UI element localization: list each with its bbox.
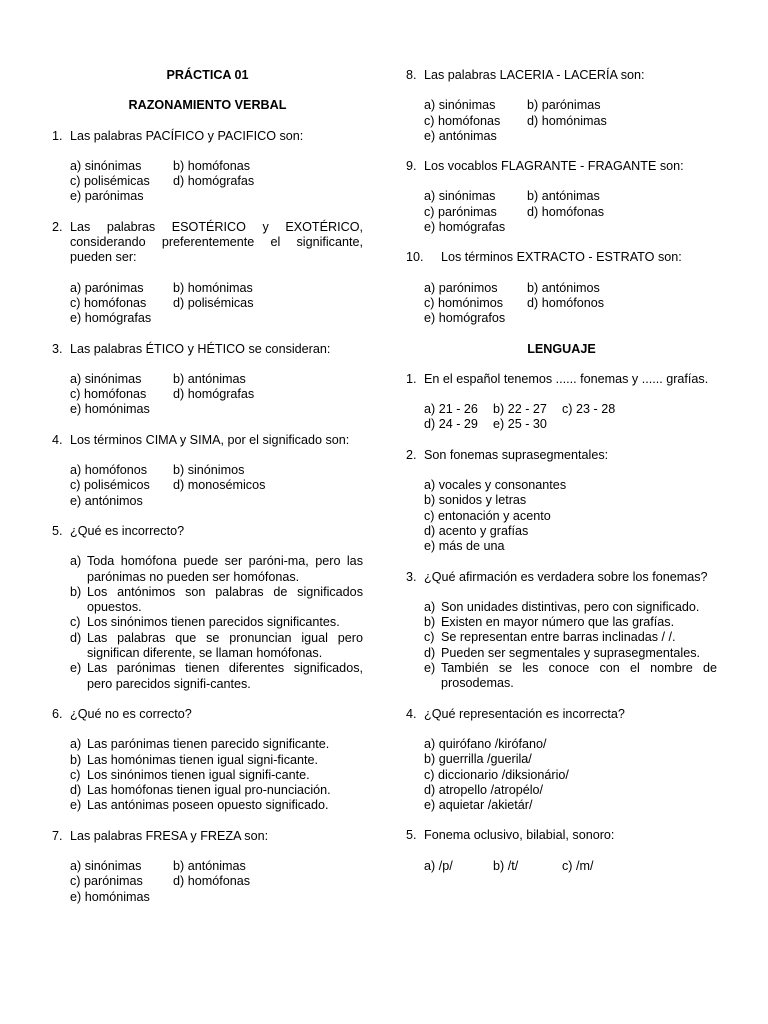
- option: d) polisémicas: [173, 295, 254, 310]
- option: a) /p/: [424, 858, 453, 873]
- option: [70, 753, 363, 768]
- option-text: Las parónimas tienen parecido significante.: [87, 737, 330, 752]
- question-number: 4.: [52, 432, 63, 447]
- option: b) sinónimos: [173, 463, 245, 478]
- option-text: Existen en mayor número que las grafías.: [441, 615, 675, 630]
- option-letter: e): [70, 798, 82, 813]
- right-column: [406, 68, 717, 874]
- options: [52, 554, 363, 692]
- option-letter: e): [424, 661, 436, 676]
- question-text: Los términos CIMA y SIMA, por el significado son:: [70, 432, 350, 447]
- question-text: ¿Qué representación es incorrecta?: [424, 706, 625, 721]
- page-title: PRÁCTICA 01: [166, 68, 249, 82]
- question-text: Los términos EXTRACTO - ESTRATO son:: [441, 250, 682, 265]
- option: [70, 798, 363, 813]
- option: [424, 630, 717, 645]
- option-text: Son unidades distintivas, pero con significado.: [441, 599, 700, 614]
- option: e) parónimas: [70, 189, 144, 204]
- options: [406, 600, 717, 692]
- option: d) 24 - 29: [424, 417, 478, 432]
- option-text: Pueden ser segmentales y suprasegmentales.: [441, 645, 701, 660]
- option: [70, 783, 363, 798]
- option-letter: c): [70, 767, 81, 782]
- option: b) antónimas: [527, 189, 600, 204]
- option: c) 23 - 28: [562, 402, 616, 417]
- option: b) parónimas: [527, 98, 601, 113]
- option-letter: e): [70, 661, 82, 676]
- options: [52, 737, 363, 813]
- option: a) sinónimas: [424, 189, 496, 204]
- lenguaje-question-3: [406, 570, 717, 692]
- option: c) parónimas: [70, 874, 143, 889]
- option: c) homófonas: [424, 113, 501, 128]
- option: e) antónimas: [424, 128, 497, 143]
- section-heading-razonamiento: RAZONAMIENTO VERBAL: [128, 98, 287, 113]
- question-6: [52, 707, 363, 814]
- question-number: 9.: [406, 159, 417, 174]
- option-letter: d): [70, 630, 82, 645]
- question-text: Las palabras PACÍFICO y PACIFICO son:: [70, 128, 304, 143]
- option: e) homógrafas: [424, 220, 506, 235]
- option: e) 25 - 30: [493, 417, 547, 432]
- option-text: Las homófonas tienen igual pro-nunciación.: [87, 783, 331, 798]
- question-number: 2.: [406, 447, 417, 462]
- option: d) atropello /atropélo/: [424, 782, 544, 797]
- option: d) homófonas: [173, 874, 251, 889]
- option: d) homógrafas: [173, 387, 255, 402]
- question-number: 8.: [406, 68, 417, 82]
- question-text: ¿Qué no es correcto?: [70, 706, 192, 721]
- option: b) homófonas: [173, 158, 251, 173]
- option: b) homónimas: [173, 280, 253, 295]
- option: a) parónimos: [424, 280, 498, 295]
- lenguaje-question-1: [406, 372, 717, 433]
- options: [52, 372, 363, 418]
- option: e) homógrafas: [70, 311, 152, 326]
- option-letter: b): [70, 752, 82, 767]
- option: [424, 600, 717, 615]
- option: b) /t/: [493, 858, 519, 873]
- question-number: 2.: [52, 219, 63, 234]
- option: e) antónimos: [70, 493, 143, 508]
- question-text: Las palabras ÉTICO y HÉTICO se consideran:: [70, 341, 331, 356]
- options: [52, 159, 363, 205]
- option: e) homónimas: [70, 889, 150, 904]
- option: d) homófonos: [527, 295, 605, 310]
- options: [52, 859, 363, 905]
- option: [70, 615, 363, 630]
- option: [424, 646, 717, 661]
- question-number: 1.: [52, 128, 63, 143]
- option: c) diccionario /diksionário/: [424, 767, 569, 782]
- option: e) homónimas: [70, 402, 150, 417]
- option-text: Los sinónimos tienen parecidos significantes.: [87, 615, 340, 630]
- option: a) vocales y consonantes: [424, 478, 567, 493]
- question-text: Son fonemas suprasegmentales:: [424, 447, 609, 462]
- option: d) acento y grafías: [424, 523, 529, 538]
- option-text: Se representan entre barras inclinadas / /.: [441, 630, 676, 645]
- question-10: [406, 250, 717, 326]
- question-number: 5.: [406, 828, 417, 843]
- option: d) monosémicos: [173, 478, 266, 493]
- options: [406, 98, 717, 144]
- option: a) sinónimas: [70, 158, 142, 173]
- question-text: Las palabras FRESA y FREZA son:: [70, 828, 269, 843]
- options: [406, 189, 717, 235]
- question-number: 1.: [406, 371, 417, 386]
- option-text: Toda homófona puede ser paróni-ma, pero las parónimas no pueden ser homófonas.: [87, 554, 363, 584]
- question-2: [52, 220, 363, 327]
- option: b) antónimos: [527, 280, 600, 295]
- option-text: Las homónimas tienen igual signi-ficante.: [87, 752, 319, 767]
- lenguaje-question-5: [406, 828, 717, 874]
- option: [70, 768, 363, 783]
- option: [70, 631, 363, 662]
- option: b) guerrilla /guerila/: [424, 752, 532, 767]
- options: [406, 281, 717, 327]
- option: c) polisémicos: [70, 478, 150, 493]
- option-text: Los sinónimos tienen igual signifi-cante.: [87, 767, 310, 782]
- question-1: [52, 129, 363, 205]
- question-8: [406, 68, 717, 144]
- option-text: Las antónimas poseen opuesto significado.: [87, 798, 329, 813]
- left-column: [52, 68, 363, 905]
- option: e) aquietar /akietár/: [424, 798, 533, 813]
- option: [424, 615, 717, 630]
- option: e) más de una: [424, 539, 505, 554]
- option: b) 22 - 27: [493, 402, 547, 417]
- option: a) homófonos: [70, 463, 148, 478]
- question-text: ¿Qué afirmación es verdadera sobre los fonemas?: [424, 569, 708, 584]
- option: d) homófonas: [527, 204, 605, 219]
- option: a) sinónimas: [70, 858, 142, 873]
- options: [406, 402, 717, 433]
- option: c) /m/: [562, 858, 594, 873]
- lenguaje-question-2: [406, 448, 717, 555]
- question-text: Las palabras ESOTÉRICO y EXOTÉRICO, considerando preferentemente el significante, pueden ser:: [70, 219, 363, 265]
- option: [70, 585, 363, 616]
- option: c) homófonas: [70, 295, 147, 310]
- option-letter: c): [70, 615, 81, 630]
- option: d) homónimas: [527, 113, 607, 128]
- option-text: También se les conoce con el nombre de prosodemas.: [441, 661, 717, 691]
- question-text: Fonema oclusivo, bilabial, sonoro:: [424, 828, 615, 843]
- option: a) sinónimas: [424, 98, 496, 113]
- question-3: [52, 342, 363, 418]
- question-text: Las palabras LACERIA - LACERÍA son:: [424, 68, 645, 82]
- option: [70, 554, 363, 585]
- question-number: 10.: [406, 250, 424, 265]
- option: c) entonación y acento: [424, 508, 551, 523]
- option-letter: c): [424, 630, 435, 645]
- question-text: ¿Qué es incorrecto?: [70, 523, 185, 538]
- option: a) sinónimas: [70, 371, 142, 386]
- question-number: 3.: [52, 341, 63, 356]
- question-number: 3.: [406, 569, 417, 584]
- question-text: En el español tenemos ...... fonemas y ...... grafías.: [424, 371, 709, 386]
- option-letter: b): [70, 584, 82, 599]
- option-text: Los antónimos son palabras de significados opuestos.: [87, 584, 363, 615]
- option-letter: b): [424, 615, 436, 630]
- question-4: [52, 433, 363, 509]
- question-number: 5.: [52, 523, 63, 538]
- option-letter: a): [70, 737, 82, 752]
- option: [424, 661, 717, 692]
- option-letter: d): [424, 645, 436, 660]
- option: d) homógrafas: [173, 174, 255, 189]
- option: c) homónimos: [424, 295, 504, 310]
- option-letter: a): [424, 599, 436, 614]
- option: a) quirófano /kirófano/: [424, 736, 547, 751]
- option: a) parónimas: [70, 280, 144, 295]
- option: a) 21 - 26: [424, 402, 478, 417]
- options: [52, 463, 363, 509]
- options: [52, 281, 363, 327]
- options: [406, 478, 717, 554]
- option: [70, 737, 363, 752]
- question-number: 7.: [52, 828, 63, 843]
- options: [406, 859, 717, 874]
- option: b) antónimas: [173, 371, 246, 386]
- option-letter: d): [70, 783, 82, 798]
- option-letter: a): [70, 554, 82, 569]
- option: c) polisémicas: [70, 174, 150, 189]
- option: c) homófonas: [70, 387, 147, 402]
- option: b) sonidos y letras: [424, 493, 527, 508]
- option-text: Las palabras que se pronuncian igual pero significan diferente, se llaman homófonas.: [87, 630, 363, 661]
- question-9: [406, 159, 717, 235]
- lenguaje-question-4: [406, 707, 717, 814]
- options: [406, 737, 717, 813]
- question-5: [52, 524, 363, 692]
- option: e) homógrafos: [424, 311, 506, 326]
- option: b) antónimas: [173, 858, 246, 873]
- section-heading-lenguaje: LENGUAJE: [527, 341, 596, 356]
- option-text: Las parónimas tienen diferentes significados, pero parecidos signifi-cantes.: [87, 661, 363, 691]
- question-number: 6.: [52, 706, 63, 721]
- question-7: [52, 829, 363, 905]
- question-number: 4.: [406, 706, 417, 721]
- question-text: Los vocablos FLAGRANTE - FRAGANTE son:: [424, 159, 684, 174]
- option: [70, 661, 363, 692]
- option: c) parónimas: [424, 204, 497, 219]
